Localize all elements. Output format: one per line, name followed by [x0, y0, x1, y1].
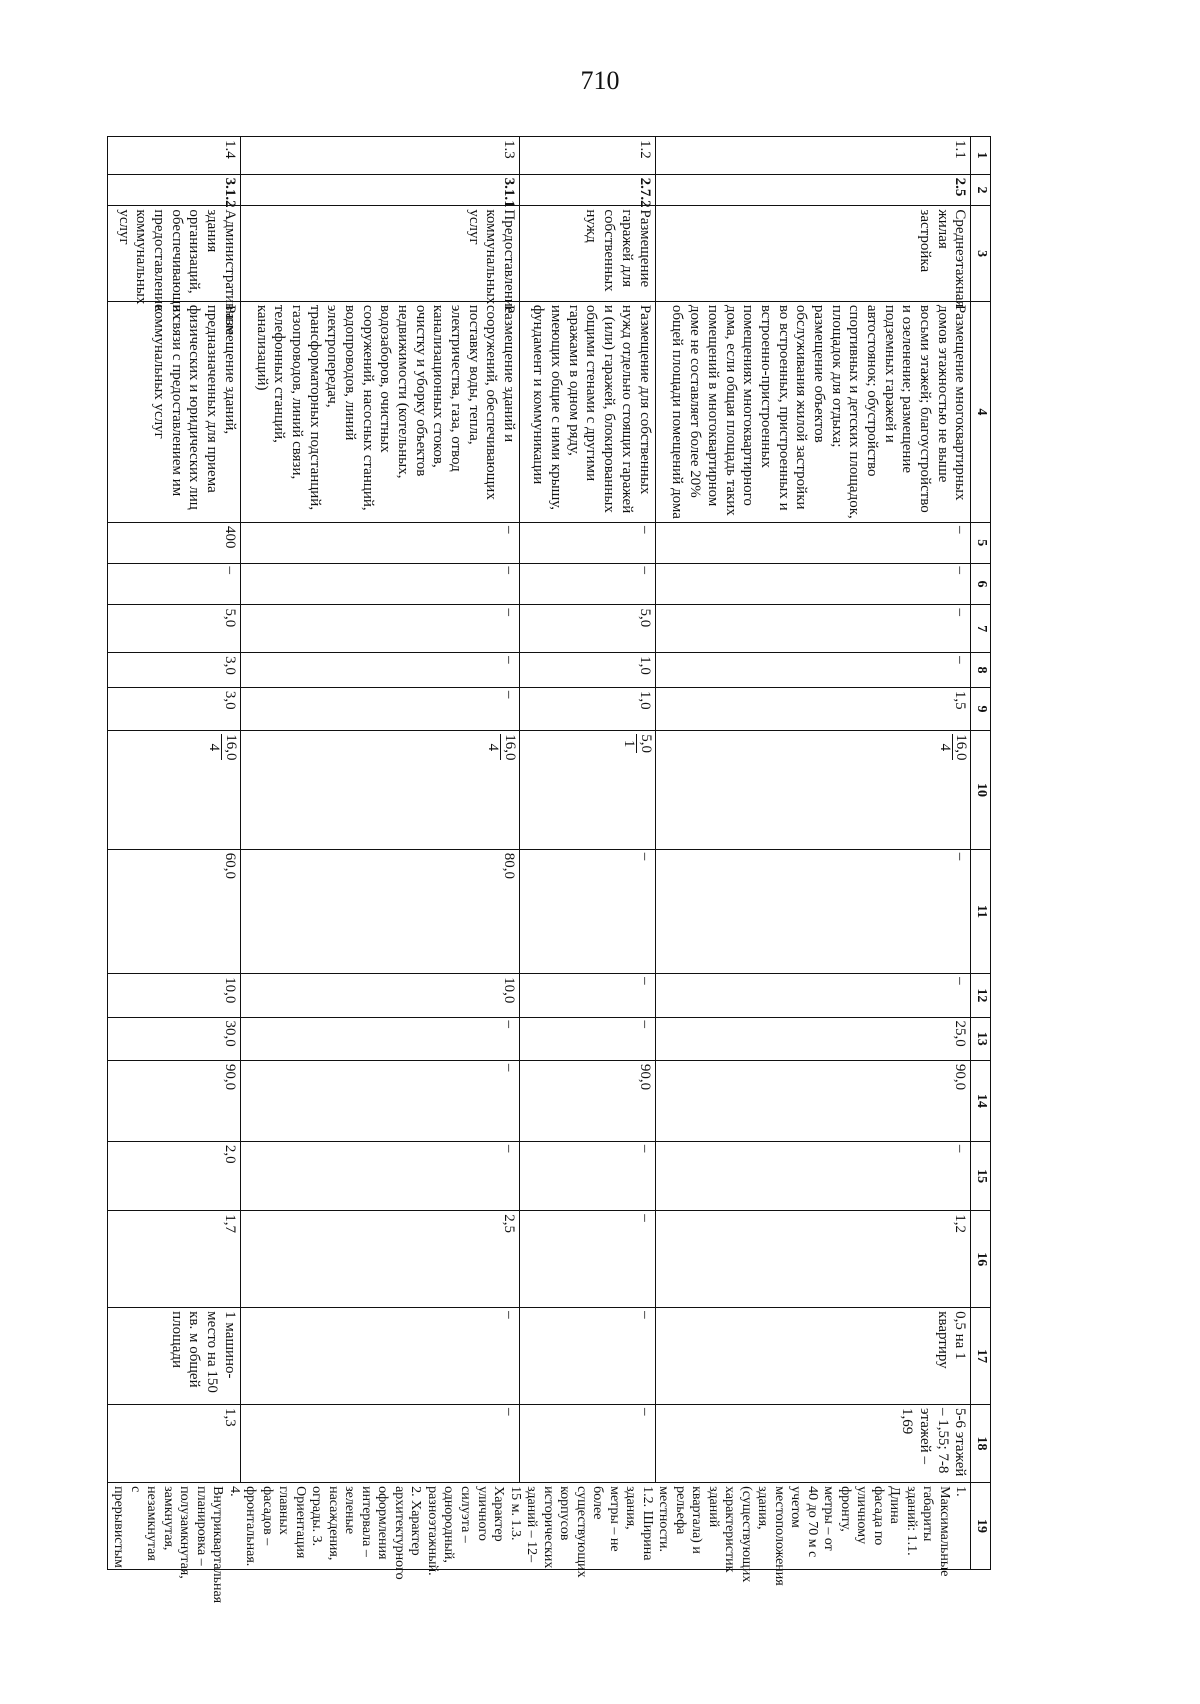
cell-col8: – — [655, 653, 971, 688]
cell-col16: 2,5 — [240, 1211, 519, 1308]
col-header: 4 — [971, 301, 991, 522]
cell-col12: – — [655, 974, 971, 1017]
use-code: 2.7.2 — [520, 174, 655, 206]
cell-col5: – — [520, 523, 655, 563]
cell-col18: 5-6 этажей – 1,55; 7-8 этажей – 1,69 — [655, 1405, 971, 1483]
col-header: 6 — [971, 563, 991, 605]
cell-col5: – — [240, 523, 519, 563]
col-header: 10 — [971, 731, 991, 850]
fraction-denominator: 4 — [936, 743, 953, 752]
cell-col9: 1,5 — [655, 687, 971, 730]
table-row — [655, 137, 971, 1570]
header-row — [971, 137, 991, 1570]
cell-col13: 30,0 — [107, 1017, 240, 1060]
col-header: 14 — [971, 1060, 991, 1141]
row-number: 1.4 — [107, 137, 240, 175]
cell-col12: 10,0 — [240, 974, 519, 1017]
cell-col9: 3,0 — [107, 687, 240, 730]
col-header: 2 — [971, 174, 991, 206]
cell-col12: – — [520, 974, 655, 1017]
use-code: 3.1.1 — [240, 174, 519, 206]
cell-col16: 1,7 — [107, 1211, 240, 1308]
fraction — [205, 734, 238, 760]
row-number: 1.1 — [655, 137, 971, 175]
use-name: Предоставление коммунальных услуг — [240, 206, 519, 301]
col-header: 5 — [971, 523, 991, 563]
cell-col10 — [240, 731, 519, 850]
cell-col10 — [107, 731, 240, 850]
col-header: 17 — [971, 1308, 991, 1405]
cell-col13: 25,0 — [655, 1017, 971, 1060]
cell-col15: – — [655, 1141, 971, 1210]
cell-col10 — [655, 731, 971, 850]
col-header: 9 — [971, 687, 991, 730]
cell-col5: – — [655, 523, 971, 563]
cell-col6: – — [655, 563, 971, 605]
col-header: 3 — [971, 206, 991, 301]
cell-col10 — [520, 731, 655, 850]
cell-col17: 1 машино-место на 150 кв. м общей площади — [107, 1308, 240, 1405]
use-code: 2.5 — [655, 174, 971, 206]
table-frame — [111, 136, 991, 1604]
cell-col16: 1,2 — [655, 1211, 971, 1308]
cell-col8: 1,0 — [520, 653, 655, 688]
cell-col16: – — [520, 1211, 655, 1308]
use-code: 3.1.2 — [107, 174, 240, 206]
cell-col7: – — [655, 605, 971, 653]
fraction-denominator: 4 — [206, 743, 223, 752]
col-header: 11 — [971, 849, 991, 973]
cell-col18: – — [520, 1405, 655, 1483]
use-description: Размещение зданий, предназначенных для приема физических и юридических лиц в связи с предоставлением им коммунальных услуг — [107, 301, 240, 522]
cell-col9: 1,0 — [520, 687, 655, 730]
cell-col15: – — [240, 1141, 519, 1210]
cell-col8: 3,0 — [107, 653, 240, 688]
cell-col6: – — [107, 563, 240, 605]
cell-col8: – — [240, 653, 519, 688]
cell-col11: – — [520, 849, 655, 973]
cell-col17: 0,5 на 1 квартиру — [655, 1308, 971, 1405]
use-name: Размещение гаражей для собственных нужд — [520, 206, 655, 301]
col-header: 1 — [971, 137, 991, 175]
architectural-requirements: 1. Максимальные габариты зданий: 1.1. Длина фасада по уличному фронту, метры – от 40 до 70 м с учетом местоположения здания, (существующих характеристик зданий квартала) и рельефа местности. 1.2. Ширина здания, метры – не более существующих корпусов исторических зданий – 12–15 м. 1.3. Характер уличного силуэта – однородный, разноэтажный. 2. Характер архитектурного оформления интервала – зеленые насаждения, ограды. 3. Ориентация главных фасадов – фронтальная. 4. Внутриквартальная планировка – полузамкнутая, замкнутая, незамкнутая с прерывистым — [107, 1483, 971, 1570]
fraction-numerator: 16,0 — [502, 734, 519, 761]
use-description: Размещение многоквартирных домов этажностью не выше восьми этажей; благоустройство и озеленение; размещение подземных гаражей и автостоянок; обустройство спортивных и детских площадок, площадок для отдыха; размещение объектов обслуживания жилой застройки во встроенных, пристроенных и встроенно-пристроенных помещениях многоквартирного дома, если общая площадь таких помещений в многоквартирном доме не составляет более 20% общей площади помещений дома — [655, 301, 971, 522]
col-header: 15 — [971, 1141, 991, 1210]
fraction-numerator: 5,0 — [637, 734, 654, 753]
cell-col11: 60,0 — [107, 849, 240, 973]
col-header: 16 — [971, 1211, 991, 1308]
cell-col18: – — [240, 1405, 519, 1483]
fraction-numerator: 16,0 — [953, 734, 970, 761]
col-header: 12 — [971, 974, 991, 1017]
table-row — [240, 137, 519, 1570]
use-name: Административные здания организаций, обеспечивающих предоставление коммунальных услуг — [107, 206, 240, 301]
fraction-denominator: 1 — [620, 739, 637, 748]
row-number: 1.3 — [240, 137, 519, 175]
cell-col14: 90,0 — [655, 1060, 971, 1141]
use-name: Среднеэтажная жилая застройка — [655, 206, 971, 301]
row-number: 1.2 — [520, 137, 655, 175]
col-header: 7 — [971, 605, 991, 653]
cell-col11: – — [655, 849, 971, 973]
col-header: 13 — [971, 1017, 991, 1060]
fraction-denominator: 4 — [485, 743, 502, 752]
cell-col6: – — [240, 563, 519, 605]
cell-col17: – — [520, 1308, 655, 1405]
cell-col7: 5,0 — [107, 605, 240, 653]
cell-col14: 90,0 — [107, 1060, 240, 1141]
col-header: 19 — [971, 1483, 991, 1570]
cell-col13: – — [240, 1017, 519, 1060]
fraction — [620, 734, 653, 753]
cell-col13: – — [520, 1017, 655, 1060]
cell-col12: 10,0 — [107, 974, 240, 1017]
fraction-numerator: 16,0 — [222, 734, 239, 761]
cell-col14: 90,0 — [520, 1060, 655, 1141]
use-description: Размещение зданий и сооружений, обеспечивающих поставку воды, тепла, электричества, газа, отвод канализационных стоков, очистку и уборку объектов недвижимости (котельных, водозаборов, очистных сооружений, насосных станций, водопроводов, линий электропередач, трансформаторных подстанций, газопроводов, линий связи, телефонных станций, канализаций) — [240, 301, 519, 522]
rotated-table-container — [111, 136, 991, 1604]
fraction — [485, 734, 518, 760]
cell-col17: – — [240, 1308, 519, 1405]
col-header: 18 — [971, 1405, 991, 1483]
cell-col15: 2,0 — [107, 1141, 240, 1210]
cell-col5: 400 — [107, 523, 240, 563]
regulations-table — [107, 136, 991, 1604]
cell-col18: 1,3 — [107, 1405, 240, 1483]
cell-col15: – — [520, 1141, 655, 1210]
col-header: 8 — [971, 653, 991, 688]
table-row — [520, 137, 655, 1570]
cell-col11: 80,0 — [240, 849, 519, 973]
cell-col7: 5,0 — [520, 605, 655, 653]
cell-col6: – — [520, 563, 655, 605]
fraction — [936, 734, 969, 760]
cell-col14: – — [240, 1060, 519, 1141]
cell-col9: – — [240, 687, 519, 730]
page-number: 710 — [580, 66, 620, 95]
cell-col7: – — [240, 605, 519, 653]
use-description: Размещение для собственных нужд отдельно стоящих гаражей и (или) гаражей, блокированных общими стенами с другими гаражами в одном ряду, имеющих общие с ними крышу, фундамент и коммуникации — [520, 301, 655, 522]
table-row — [107, 137, 240, 1570]
